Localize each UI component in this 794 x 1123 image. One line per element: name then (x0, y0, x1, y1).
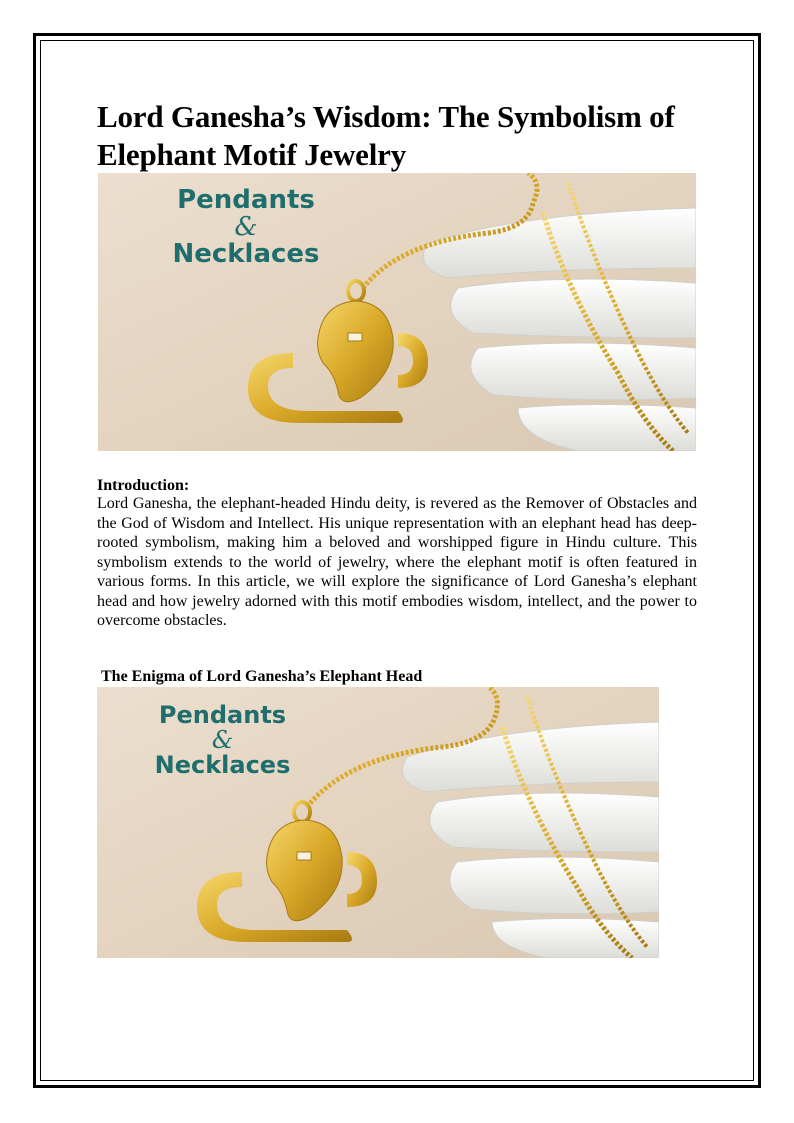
pendant-photo-1 (98, 173, 696, 451)
caption-pendants: Pendants (158, 701, 287, 729)
caption-pendants: Pendants (177, 185, 315, 215)
caption-ampersand: & (234, 212, 258, 242)
caption-ampersand: & (211, 726, 234, 754)
introduction-text: Lord Ganesha, the elephant-headed Hindu deity, is revered as the Remover of Obstacles and the God of Wisdom and Intellect. His unique representation with an elephant head has deep-rooted symbolism, making him a beloved and worshipped figure in Hindu culture. This symbolism extends to the world of jewelry, where the elephant motif is often featured in various forms. In this article, we will explore the significance of Lord Ganesha’s elephant head and how jewelry adorned with this motif embodies wisdom, intellect, and the power to overcome obstacles. (97, 495, 697, 629)
article-title: Lord Ganesha’s Wisdom: The Symbolism of Elephant Motif Jewelry (97, 99, 675, 172)
section-heading: The Enigma of Lord Ganesha’s Elephant Head (101, 668, 423, 685)
introduction-label: Introduction: (97, 477, 190, 494)
caption-necklaces: Necklaces (154, 751, 291, 779)
caption-necklaces: Necklaces (172, 239, 320, 269)
pendant-photo-2 (97, 687, 659, 958)
